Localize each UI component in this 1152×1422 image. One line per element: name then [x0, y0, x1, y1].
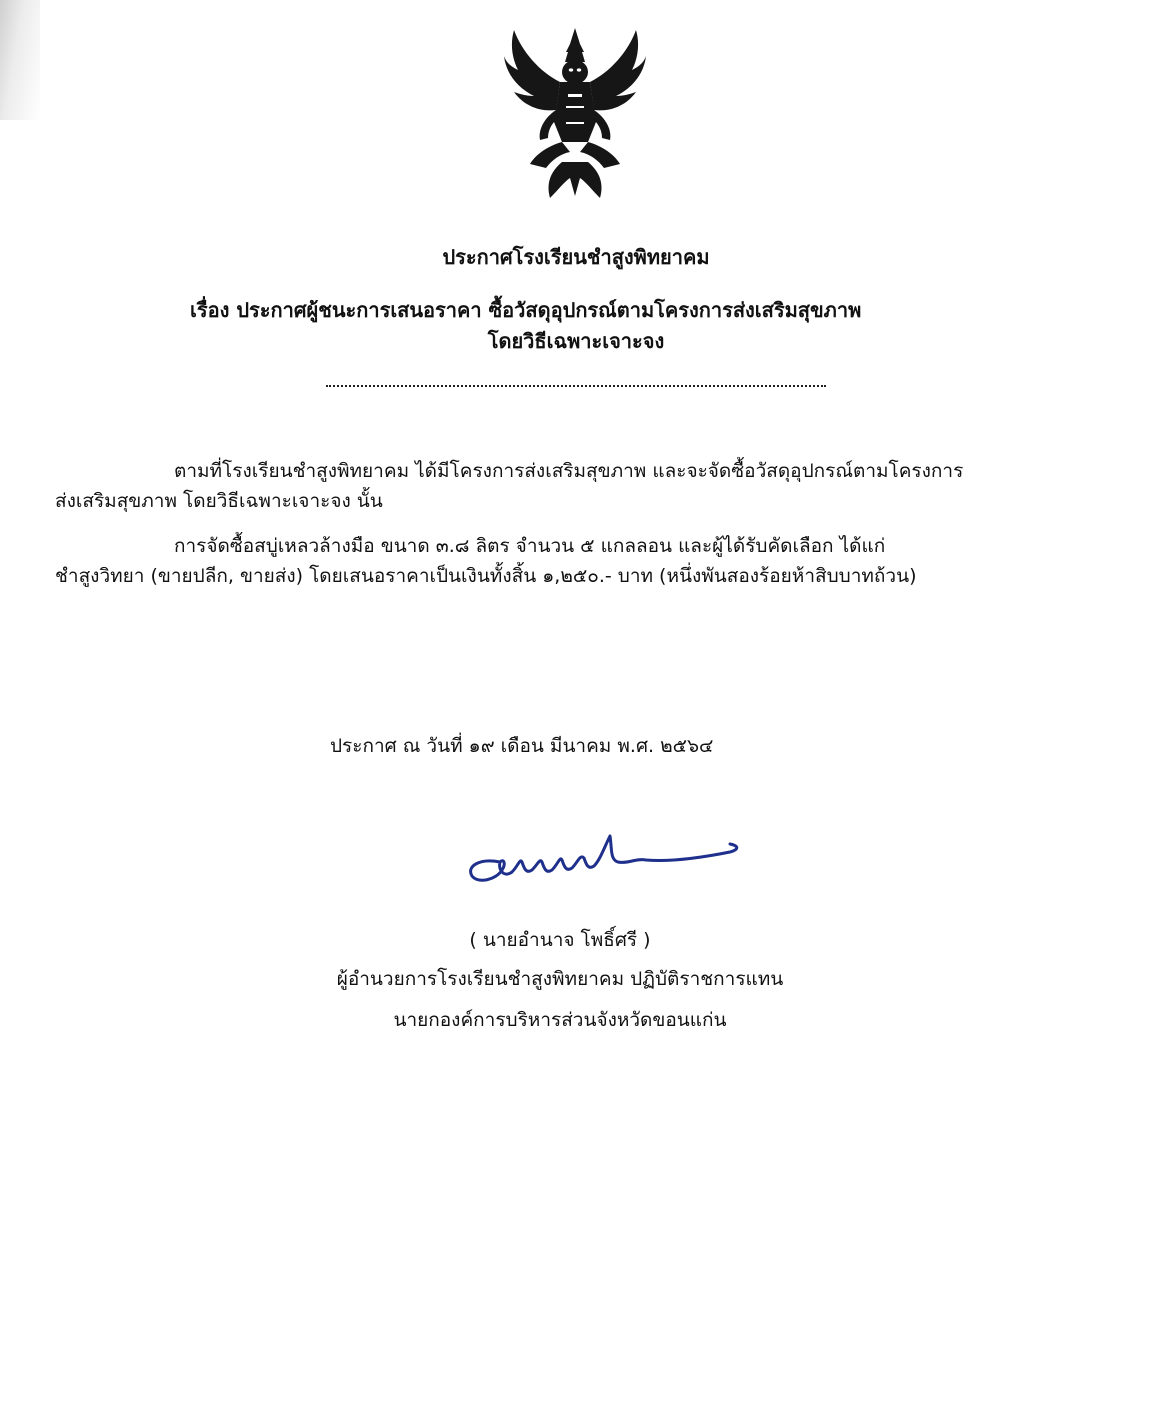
- signatory-position-1: ผู้อำนวยการโรงเรียนชำสูงพิทยาคม ปฏิบัติราชการแทน: [336, 968, 784, 990]
- garuda-emblem-icon: [500, 22, 650, 204]
- page-corner-shadow: [0, 0, 40, 120]
- announcement-date: ประกาศ ณ วันที่ ๑๙ เดือน มีนาคม พ.ศ. ๒๕๖๔: [330, 735, 714, 757]
- document-subject: เรื่อง ประกาศผู้ชนะการเสนอราคา ซื้อวัสดุอุปกรณ์ตามโครงการส่งเสริมสุขภาพ: [190, 298, 862, 322]
- paragraph-1-line-2: ส่งเสริมสุขภาพ โดยวิธีเฉพาะเจาะจง นั้น: [55, 490, 383, 512]
- dotted-divider: [326, 385, 826, 387]
- paragraph-2-line-1: การจัดซื้อสบู่เหลวล้างมือ ขนาด ๓.๘ ลิตร จำนวน ๕ แกลลอน และผู้ได้รับคัดเลือก ได้แก่: [174, 535, 886, 557]
- signatory-name: ( นายอำนาจ โพธิ์ศรี ): [469, 929, 651, 951]
- paragraph-1-line-1: ตามที่โรงเรียนชำสูงพิทยาคม ได้มีโครงการส่งเสริมสุขภาพ และจะจัดซื้อวัสดุอุปกรณ์ตามโครงการ: [174, 460, 964, 482]
- signatory-position-2: นายกองค์การบริหารส่วนจังหวัดขอนแก่น: [393, 1009, 727, 1031]
- handwritten-signature-icon: [460, 818, 750, 898]
- document-title: ประกาศโรงเรียนชำสูงพิทยาคม: [442, 245, 710, 269]
- procurement-method: โดยวิธีเฉพาะเจาะจง: [487, 329, 665, 353]
- paragraph-2-line-2: ชำสูงวิทยา (ขายปลีก, ขายส่ง) โดยเสนอราคาเป็นเงินทั้งสิ้น ๑,๒๕๐.- บาท (หนึ่งพันสองร้อยห้าสิบบาทถ้วน): [55, 565, 917, 587]
